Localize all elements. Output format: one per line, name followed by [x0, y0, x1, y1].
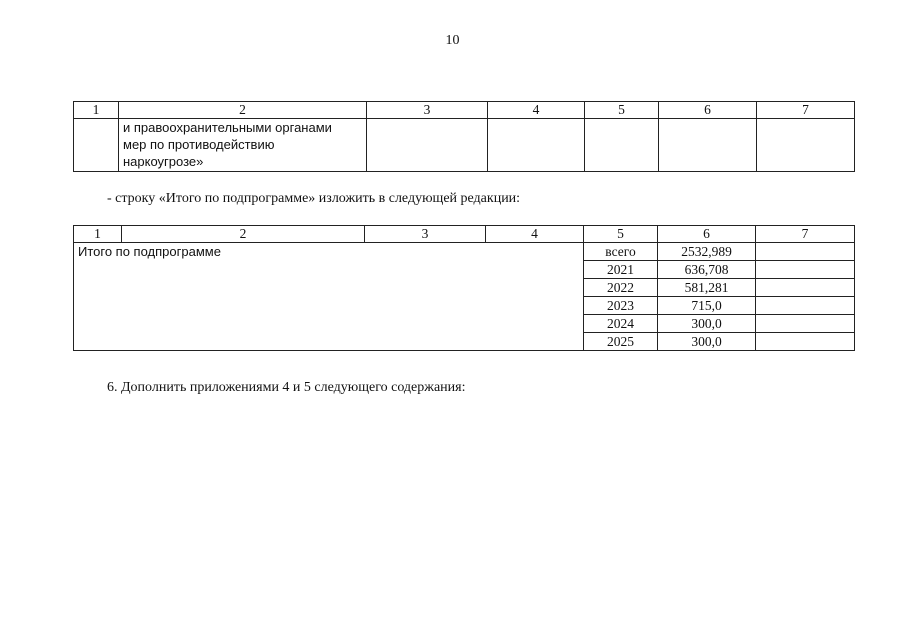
column-header-7: 7 — [757, 102, 855, 119]
continuation-table — [73, 101, 855, 172]
table-cell — [74, 119, 119, 172]
text-line: мер по противодействию — [123, 137, 275, 152]
table-row — [74, 119, 855, 172]
amount-cell: 715,0 — [658, 297, 756, 315]
text-line: наркоугрозе» — [123, 154, 204, 169]
amount-cell: 300,0 — [658, 315, 756, 333]
table-row — [74, 243, 855, 261]
page-number: 10 — [445, 33, 460, 48]
column-header-3: 3 — [365, 226, 486, 243]
year-cell: 2021 — [584, 261, 658, 279]
table-header-row — [74, 226, 855, 243]
table-cell — [488, 119, 585, 172]
table-cell — [756, 333, 855, 351]
column-header-1: 1 — [74, 102, 119, 119]
column-header-1: 1 — [74, 226, 122, 243]
text-line: и правоохранительными органами — [123, 120, 332, 135]
measure-description-cell — [119, 119, 367, 172]
table-cell — [585, 119, 659, 172]
appendix-paragraph: 6. Дополнить приложениями 4 и 5 следующего содержания: — [107, 380, 466, 395]
table-cell — [756, 279, 855, 297]
table-cell — [756, 261, 855, 279]
column-header-4: 4 — [488, 102, 585, 119]
table-cell — [659, 119, 757, 172]
table-header-row — [74, 102, 855, 119]
instruction-paragraph: - строку «Итого по подпрограмме» изложить в следующей редакции: — [107, 191, 521, 206]
column-header-7: 7 — [756, 226, 855, 243]
amount-cell: 636,708 — [658, 261, 756, 279]
column-header-2: 2 — [119, 102, 367, 119]
table-cell — [756, 315, 855, 333]
table-cell — [367, 119, 488, 172]
year-cell: 2023 — [584, 297, 658, 315]
table-cell — [757, 119, 855, 172]
year-cell: 2024 — [584, 315, 658, 333]
year-cell: 2025 — [584, 333, 658, 351]
column-header-5: 5 — [584, 226, 658, 243]
column-header-6: 6 — [658, 226, 756, 243]
column-header-6: 6 — [659, 102, 757, 119]
amount-cell: 2532,989 — [658, 243, 756, 261]
amount-cell: 581,281 — [658, 279, 756, 297]
year-cell: всего — [584, 243, 658, 261]
amount-cell: 300,0 — [658, 333, 756, 351]
subprogram-total-table — [73, 225, 855, 351]
column-header-2: 2 — [122, 226, 365, 243]
column-header-5: 5 — [585, 102, 659, 119]
total-label-cell: Итого по подпрограмме — [74, 243, 584, 351]
column-header-3: 3 — [367, 102, 488, 119]
year-cell: 2022 — [584, 279, 658, 297]
table-cell — [756, 243, 855, 261]
table-cell — [756, 297, 855, 315]
column-header-4: 4 — [486, 226, 584, 243]
